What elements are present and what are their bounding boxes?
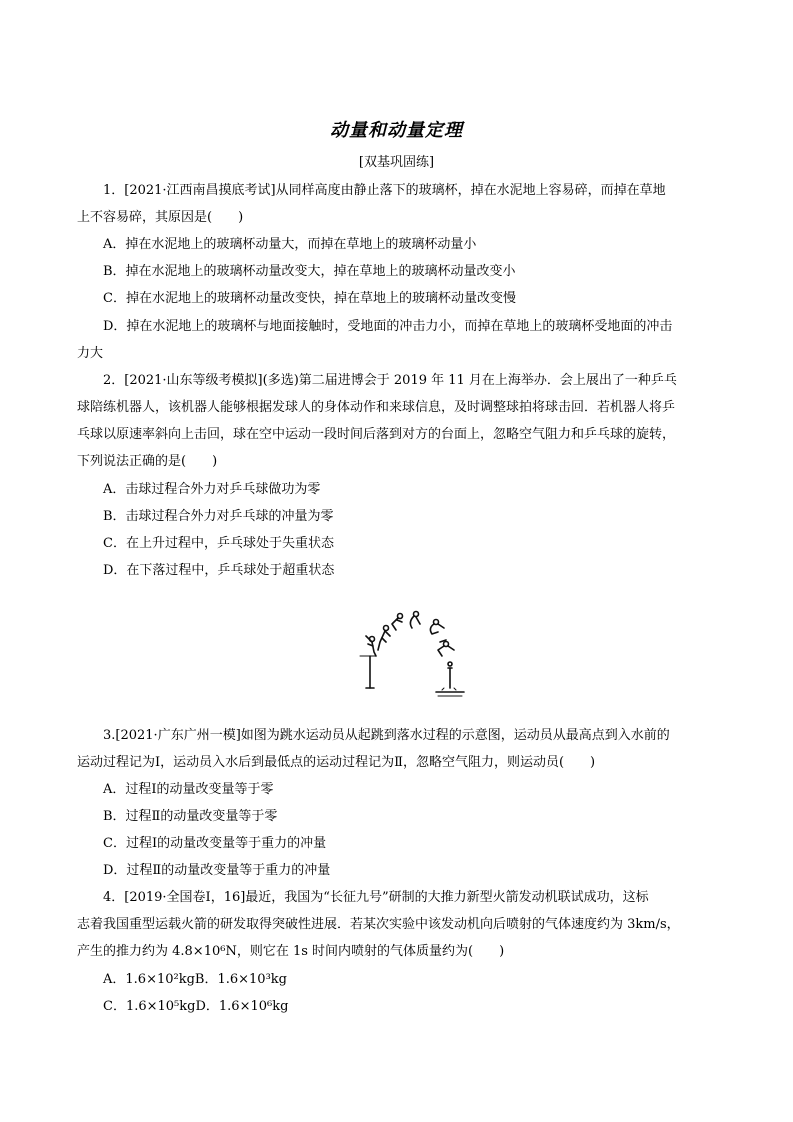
q3-stem-line2: 运动过程记为Ⅰ，运动员入水后到最低点的运动过程记为Ⅱ，忽略空气阻力，则运动员( ) <box>77 755 596 770</box>
q1-option-c: C．掉在水泥地上的玻璃杯动量改变快，掉在草地上的玻璃杯动量改变慢 <box>103 291 516 306</box>
diver-pose-6 <box>438 640 454 656</box>
q1-option-d-line2: 力大 <box>77 346 104 361</box>
q4-option-ab: A．1.6×10²kgB．1.6×10³kg <box>103 972 287 987</box>
diver-pose-1 <box>366 636 376 656</box>
q3-option-d: D．过程Ⅱ的动量改变量等于重力的冲量 <box>103 863 331 878</box>
q3-stem-line1: 3.[2021·广东广州一模]如图为跳水运动员从起跳到落水过程的示意图，运动员从最高点到入水前的 <box>103 728 670 743</box>
q2-option-d: D．在下落过程中，乒乓球处于超重状态 <box>103 563 335 578</box>
q3-option-b: B．过程Ⅱ的动量改变量等于零 <box>103 809 278 824</box>
q3-option-c: C．过程Ⅰ的动量改变量等于重力的冲量 <box>103 836 327 851</box>
q1-option-a: A．掉在水泥地上的玻璃杯动量大，而掉在草地上的玻璃杯动量小 <box>103 237 477 252</box>
diver-pose-5 <box>430 620 444 635</box>
q4-stem-line2: 志着我国重型运载火箭的研发取得突破性进展．若某次实验中该发动机向后喷射的气体速度约为 3km/s， <box>77 917 680 932</box>
q2-option-a: A．击球过程合外力对乒乓球做功为零 <box>103 482 321 497</box>
section-subtitle: [双基巩固练] <box>358 155 435 170</box>
water-surface <box>436 688 464 696</box>
q3-option-a: A．过程Ⅰ的动量改变量等于零 <box>103 782 274 797</box>
diver-pose-2 <box>378 626 390 651</box>
diver-pose-7 <box>448 662 452 688</box>
q4-option-cd: C．1.6×10⁵kgD．1.6×10⁶kg <box>103 999 289 1014</box>
q4-stem-line1: 4．[2019·全国卷Ⅰ，16]最近，我国为“长征九号”研制的大推力新型火箭发动机联试成功，这标 <box>103 890 649 905</box>
q2-option-c: C．在上升过程中，乒乓球处于失重状态 <box>103 536 334 551</box>
diver-pose-3 <box>392 614 403 631</box>
q2-stem-line3: 乓球以原速率斜向上击回，球在空中运动一段时间后落到对方的台面上，忽略空气阻力和乒乓球的旋转， <box>77 427 676 442</box>
diver-figure-svg <box>356 606 468 710</box>
q2-stem-line2: 球陪练机器人，该机器人能够根据发球人的身体动作和来球信息，及时调整球拍将球击回．若机器人将乒 <box>77 400 676 415</box>
diver-pose-4 <box>410 612 420 629</box>
q4-stem-line3: 产生的推力约为 4.8×10⁶N，则它在 1s 时间内喷射的气体质量约为( ) <box>77 944 505 959</box>
q1-option-b: B．掉在水泥地上的玻璃杯动量改变大，掉在草地上的玻璃杯动量改变小 <box>103 264 516 279</box>
q1-stem-line1: 1．[2021·江西南昌摸底考试]从同样高度由静止落下的玻璃杯，掉在水泥地上容易碎，而掉在草地 <box>103 183 666 198</box>
q1-stem-line2: 上不容易碎，其原因是( ) <box>77 210 244 225</box>
q2-stem-line4: 下列说法正确的是( ) <box>77 454 218 469</box>
page-title: 动量和动量定理 <box>330 120 463 141</box>
q2-option-b: B．击球过程合外力对乒乓球的冲量为零 <box>103 509 334 524</box>
diving-platform <box>360 656 376 688</box>
q1-option-d-line1: D．掉在水泥地上的玻璃杯与地面接触时，受地面的冲击力小，而掉在草地上的玻璃杯受地面的冲击 <box>103 319 673 334</box>
diver-trajectory-figure <box>356 606 468 710</box>
q2-stem-line1: 2．[2021·山东等级考模拟](多选)第二届进博会于 2019 年 11 月在上海举办．会上展出了一种乒乓 <box>103 373 677 388</box>
